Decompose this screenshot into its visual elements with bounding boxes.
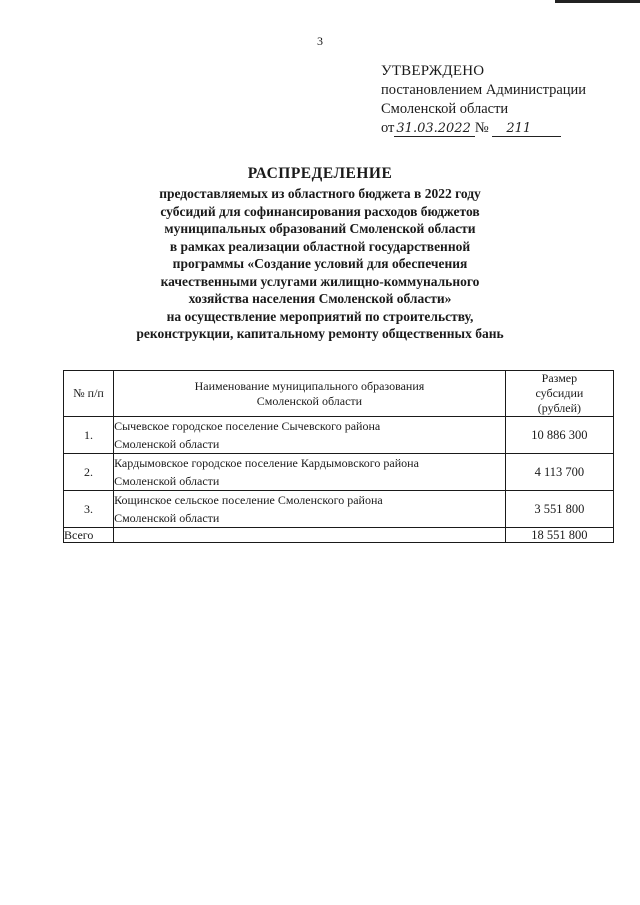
approval-date-line xyxy=(381,119,611,138)
row-num: 1. xyxy=(64,417,114,454)
header-amount xyxy=(505,371,613,417)
header-amount-line: (рублей) xyxy=(537,401,581,415)
heading-line: в рамках реализации областной государственной xyxy=(169,238,471,254)
row-name-line: Смоленской области xyxy=(114,511,220,525)
total-label: Всего xyxy=(64,528,114,543)
date-prefix: от xyxy=(381,120,395,136)
total-amount: 18 551 800 xyxy=(505,528,613,543)
heading-line: на осуществление мероприятий по строительству, xyxy=(166,308,474,324)
row-amount: 3 551 800 xyxy=(505,491,613,528)
header-name xyxy=(114,371,506,417)
row-num: 2. xyxy=(64,454,114,491)
handwritten-date: 31.03.2022 xyxy=(394,121,474,137)
heading-line: качественными услугами жилищно-коммунального xyxy=(160,273,480,289)
row-amount: 10 886 300 xyxy=(505,417,613,454)
heading-line: программы «Создание условий для обеспечения xyxy=(172,256,468,271)
heading-line: реконструкции, капитальному ремонту общественных бань xyxy=(136,326,504,341)
row-name xyxy=(114,454,506,491)
row-name-line: Кощинское сельское поселение Смоленского района xyxy=(114,493,383,507)
row-name-line: Смоленской области xyxy=(114,437,220,451)
heading-line: хозяйства населения Смоленской области» xyxy=(188,291,452,306)
table-header-row xyxy=(64,371,614,417)
scan-edge-mark xyxy=(555,0,640,3)
page-number: 3 xyxy=(317,34,323,48)
approval-stamp xyxy=(381,62,611,138)
header-num: № п/п xyxy=(64,371,114,417)
row-name-line: Сычевское городское поселение Сычевского района xyxy=(114,419,381,433)
header-amount-line: Размер xyxy=(541,371,578,385)
row-num: 3. xyxy=(64,491,114,528)
row-name xyxy=(114,491,506,528)
approval-line-1: постановлением Администрации xyxy=(381,82,587,98)
header-name-line: Наименование муниципального образования xyxy=(194,378,425,393)
subsidy-table xyxy=(63,370,614,543)
handwritten-number: 211 xyxy=(492,121,561,137)
document-title: РАСПРЕДЕЛЕНИЕ xyxy=(247,165,393,182)
heading-line: субсидий для софинансирования расходов бюджетов xyxy=(160,203,480,219)
approval-line-2: Смоленской области xyxy=(381,101,509,117)
table-total-row xyxy=(64,528,614,543)
header-name-line: Смоленской области xyxy=(256,393,363,408)
table-row xyxy=(64,454,614,491)
header-amount-line: субсидии xyxy=(535,386,584,400)
total-spacer xyxy=(114,528,506,543)
approval-title: УТВЕРЖДЕНО xyxy=(381,63,485,79)
row-name xyxy=(114,417,506,454)
table-row xyxy=(64,491,614,528)
document-heading xyxy=(90,165,550,343)
row-amount: 4 113 700 xyxy=(505,454,613,491)
row-name-line: Кардымовское городское поселение Кардымовского района xyxy=(114,456,419,470)
number-prefix: № xyxy=(474,120,489,136)
row-name-line: Смоленской области xyxy=(114,474,220,488)
heading-line: муниципальных образований Смоленской области xyxy=(164,221,476,236)
table-row xyxy=(64,417,614,454)
heading-line: предоставляемых из областного бюджета в 2022 году xyxy=(159,186,481,201)
